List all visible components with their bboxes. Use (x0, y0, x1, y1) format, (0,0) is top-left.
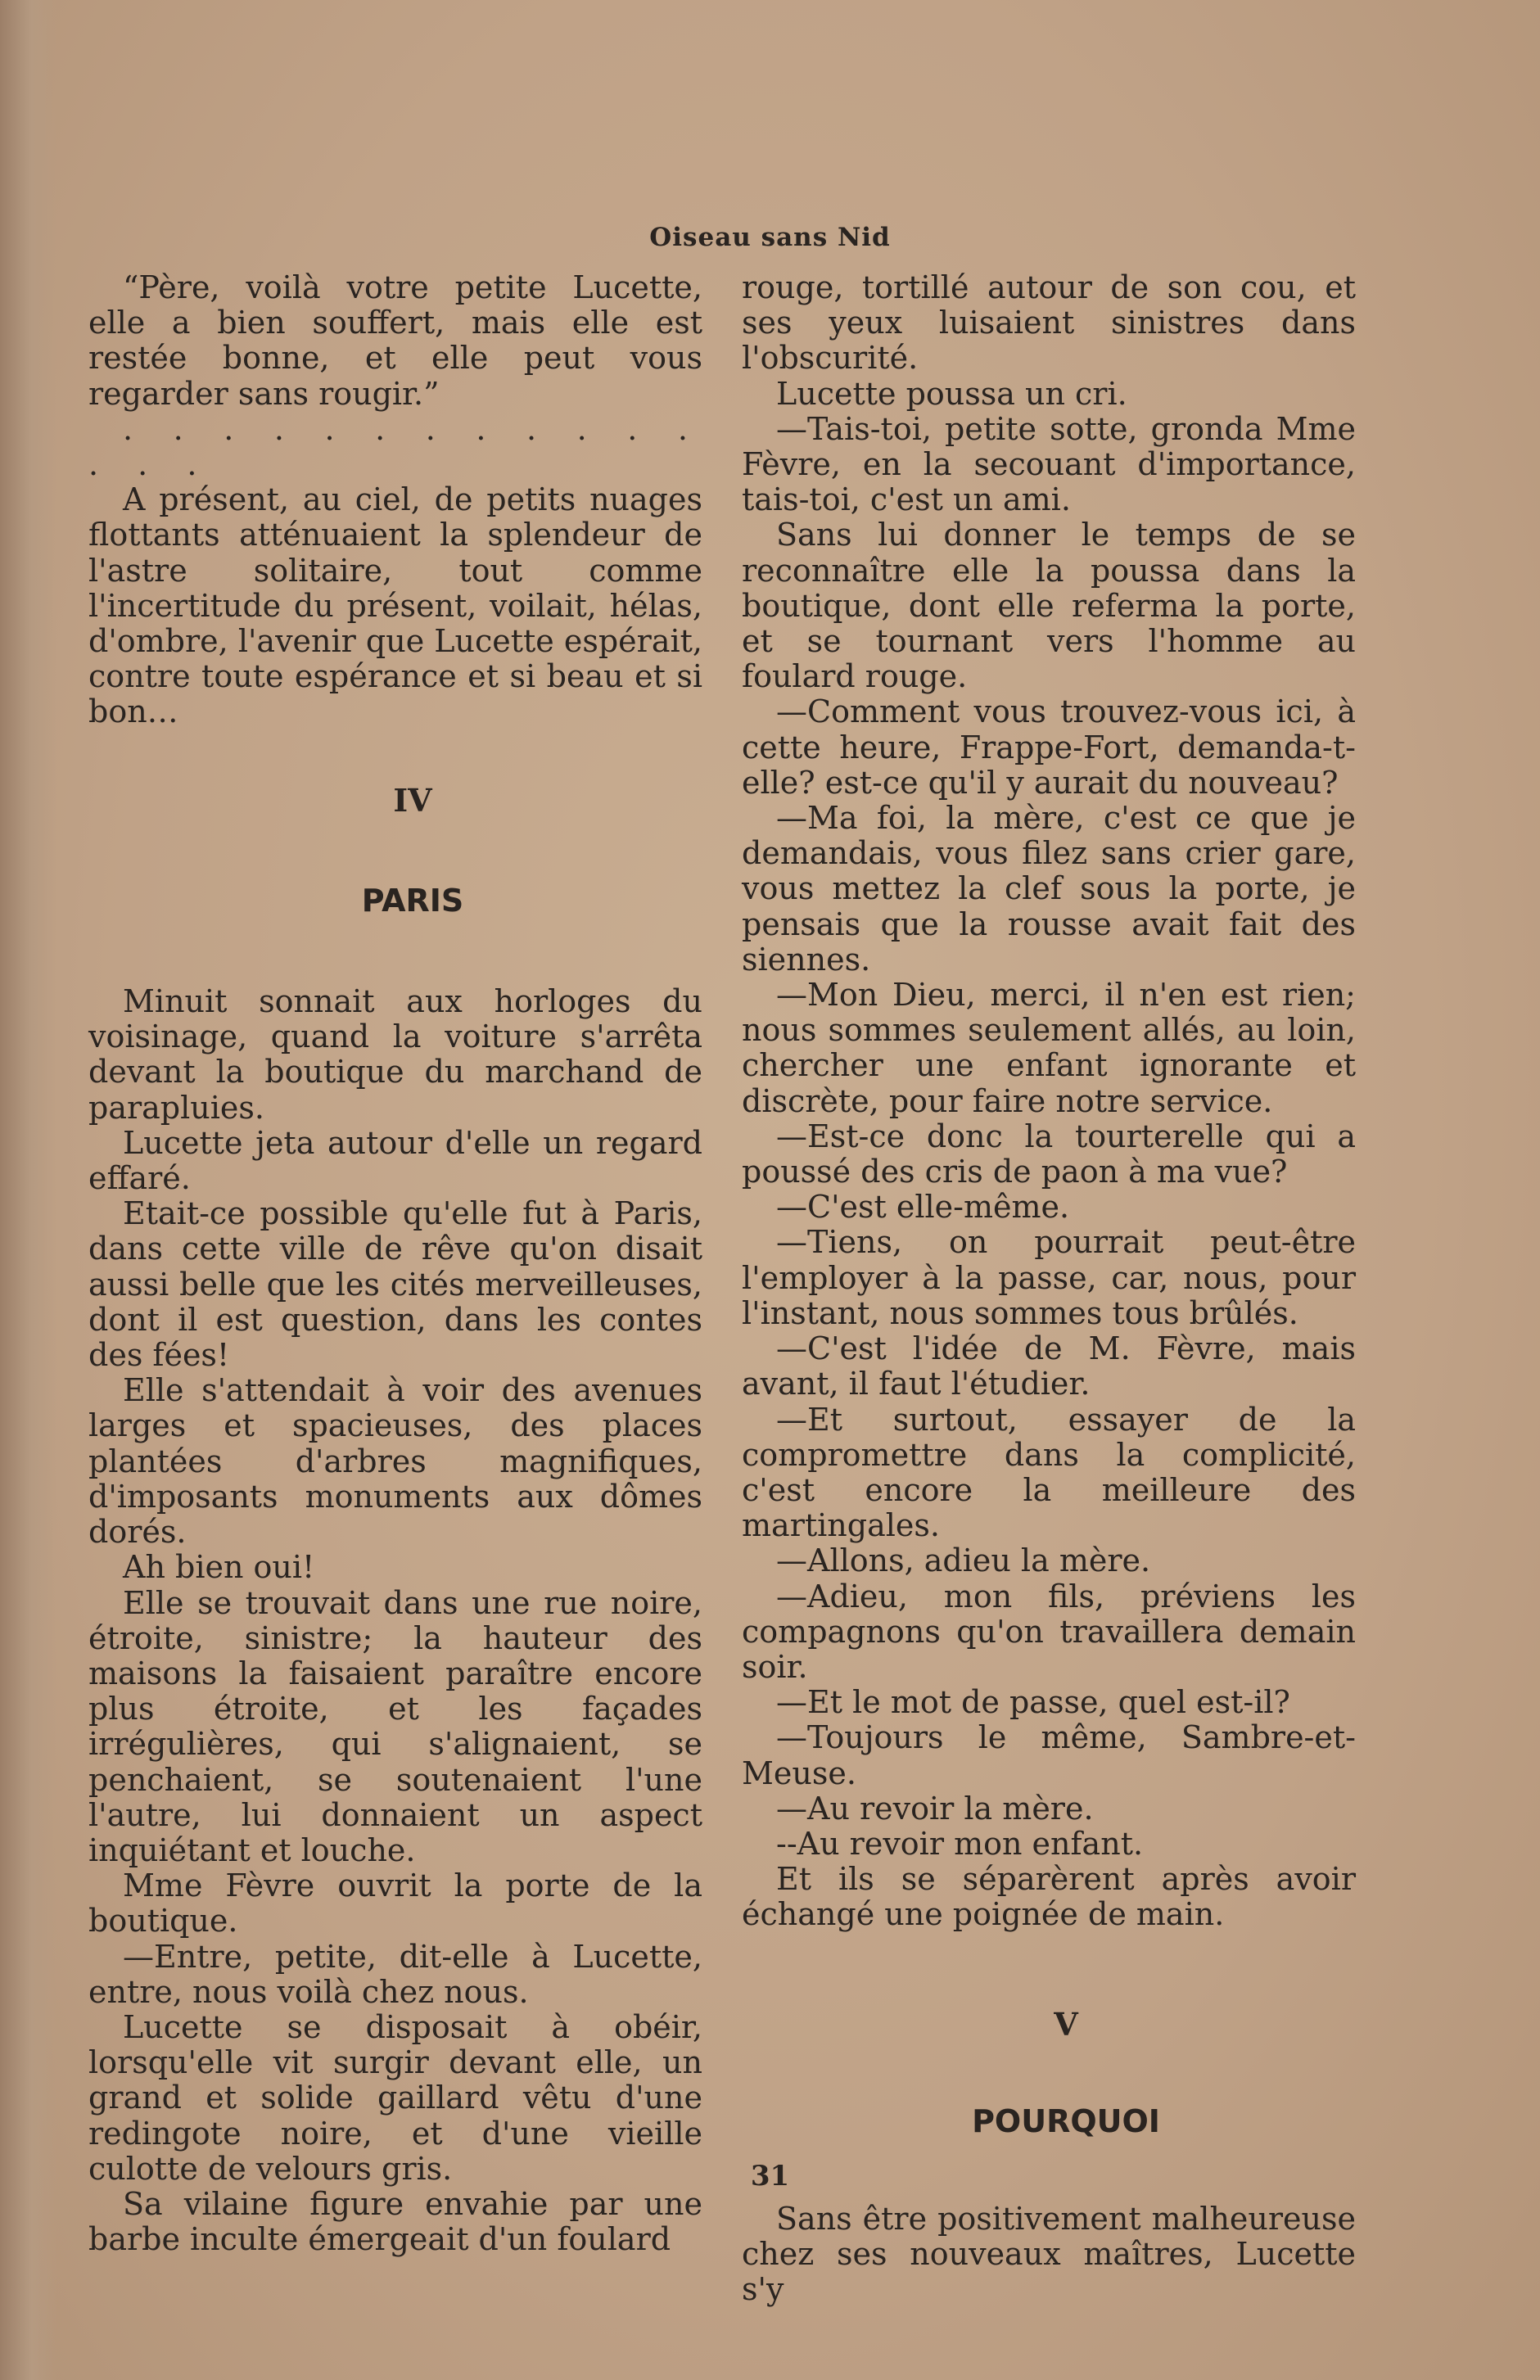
book-binding-edge (0, 0, 57, 2380)
right-paragraph: Lucette poussa un cri. (776, 375, 1127, 412)
right-continuation: rouge, tortillé autour de son cou, et ses yeux luisaient sinistres dans l'obscurité. (742, 269, 1356, 377)
right-paragraph: —Au revoir la mère. (776, 1790, 1094, 1827)
right-paragraph: --Au revoir mon enfant. (776, 1825, 1144, 1862)
right-paragraph: —Tais-toi, petite sotte, gronda Mme Fèvre, en la secouant d'importance, tais-toi, c'est un ami. (742, 410, 1356, 518)
left-paragraph: Etait-ce possible qu'elle fut à Paris, dans cette ville de rêve qu'on disait aussi belle que les cités merveilleuses, dont il est question, dans les contes des fées! (88, 1195, 702, 1374)
left-paragraph: Ah bien oui! (123, 1549, 315, 1586)
right-paragraph: —Est-ce donc la tourterelle qui a poussé des cris de paon à ma vue? (742, 1118, 1356, 1190)
right-paragraph: Sans lui donner le temps de se reconnaître elle la poussa dans la boutique, dont elle referma la porte, et se tournant vers l'homme au foulard rouge. (742, 517, 1356, 695)
right-paragraph: —Adieu, mon fils, préviens les compagnons qu'on travaillera demain soir. (742, 1578, 1356, 1685)
left-paragraph: Sa vilaine figure envahie par une barbe inculte émergeait d'un foulard (88, 2185, 702, 2258)
right-paragraph: —Et le mot de passe, quel est-il? (776, 1684, 1290, 1721)
right-paragraph: —Et surtout, essayer de la compromettre dans la complicité, c'est encore la meilleure des martingales. (742, 1401, 1356, 1544)
right-paragraph: —Comment vous trouvez-vous ici, à cette heure, Frappe-Fort, demanda-t-elle? est-ce qu'il y aurait du nouveau? (742, 693, 1356, 801)
chapter-title: PARIS (361, 882, 464, 919)
ellipsis-separator: . . . . . . . . . . . . . . . (88, 410, 702, 483)
chapter-title: POURQUOI (972, 2102, 1160, 2139)
right-paragraph: —C'est elle-même. (776, 1189, 1070, 1226)
left-paragraph: Elle se trouvait dans une rue noire, étroite, sinistre; la hauteur des maisons la faisaient paraître encore plus étroite, et les façades irrégulières, qui s'alignaient, se penchaient, se soutenaient l'une l'autre, lui donnaient un aspect inquiétant et louche. (88, 1584, 702, 1868)
left-column (88, 270, 702, 2257)
right-paragraph: —Allons, adieu la mère. (776, 1542, 1151, 1579)
chapter-number: V (1054, 2005, 1078, 2043)
page-number: 31 (750, 2160, 790, 2193)
right-paragraph: Et ils se séparèrent après avoir échangé une poignée de main. (742, 1861, 1356, 1933)
left-paragraph: “Père, voilà votre petite Lucette, elle a bien souffert, mais elle est restée bonne, et elle peut vous regarder sans rougir.” (88, 269, 702, 412)
right-column (742, 270, 1356, 2308)
right-paragraph: —C'est l'idée de M. Fèvre, mais avant, il faut l'étudier. (742, 1330, 1356, 1402)
left-paragraph: Mme Fèvre ouvrit la porte de la boutique. (88, 1867, 702, 1940)
right-paragraph: —Ma foi, la mère, c'est ce que je demandais, vous filez sans crier gare, vous mettez la clef sous la porte, je pensais que la rousse avait fait des siennes. (742, 800, 1356, 978)
left-paragraph: Lucette jeta autour d'elle un regard effaré. (88, 1124, 702, 1197)
chapter-number: IV (393, 781, 432, 819)
right-paragraph: —Tiens, on pourrait peut-être l'employer à la passe, car, nous, pour l'instant, nous sommes tous brûlés. (742, 1224, 1356, 1331)
left-paragraph: A présent, au ciel, de petits nuages flottants atténuaient la splendeur de l'astre solitaire, tout comme l'incertitude du présent, voilait, hélas, d'ombre, l'avenir que Lucette espérait, contre toute espérance et si beau et si bon… (88, 481, 702, 730)
left-paragraph: Minuit sonnait aux horloges du voisinage, quand la voiture s'arrêta devant la boutique du marchand de parapluies. (88, 983, 702, 1126)
running-header: Oiseau sans Nid (649, 223, 891, 252)
left-paragraph: Elle s'attendait à voir des avenues larges et spacieuses, des places plantées d'arbres magnifiques, d'imposants monuments aux dômes dorés. (88, 1372, 702, 1551)
right-paragraph: Sans être positivement malheureuse chez ses nouveaux maîtres, Lucette s'y (742, 2200, 1356, 2308)
left-paragraph: Lucette se disposait à obéir, lorsqu'elle vit surgir devant elle, un grand et solide gaillard vêtu d'une redingote noire, et d'une vieille culotte de velours gris. (88, 2008, 702, 2187)
left-paragraph: —Entre, petite, dit-elle à Lucette, entre, nous voilà chez nous. (88, 1938, 702, 2010)
right-paragraph: —Toujours le même, Sambre-et-Meuse. (742, 1719, 1356, 1791)
right-paragraph: —Mon Dieu, merci, il n'en est rien; nous sommes seulement allés, au loin, chercher une enfant ignorante et discrète, pour faire notre service. (742, 977, 1356, 1119)
